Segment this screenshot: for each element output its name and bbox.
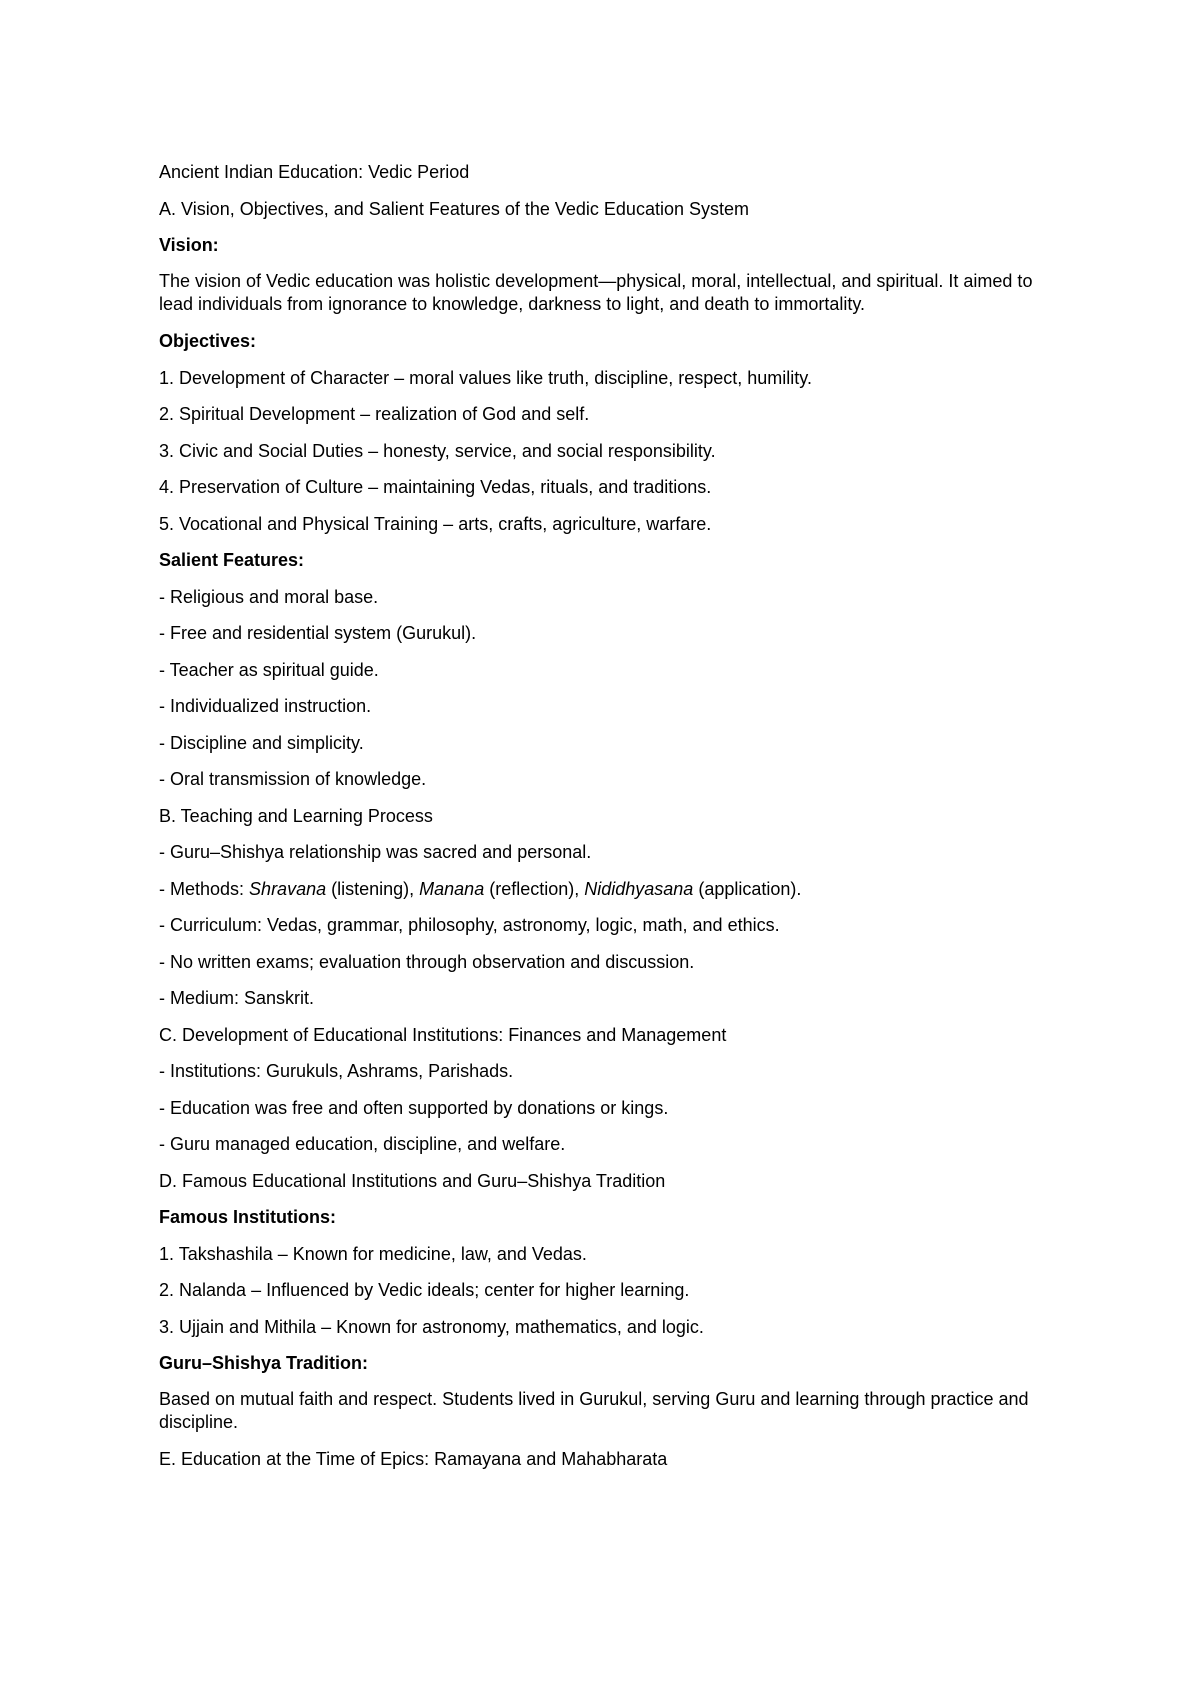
method-gloss: (application). [693,878,802,899]
method-term-shravana: Shravana [249,878,327,899]
vision-text: The vision of Vedic education was holistic development—physical, moral, intellectual, and spiritual. It aimed to lead individuals from ignorance to knowledge, darkness to light, and death to immortality. [159,270,1033,314]
method-gloss: (listening), [326,878,420,899]
section-a-heading: A. Vision, Objectives, and Salient Features of the Vedic Education System [159,198,749,219]
feature-item: - Teacher as spiritual guide. [159,659,379,680]
method-term-nididhyasana: Nididhyasana [584,878,694,899]
institution-item: 2. Nalanda – Influenced by Vedic ideals; center for higher learning. [159,1280,690,1300]
institution-management-item: - Education was free and often supported by donations or kings. [159,1097,669,1118]
methods-prefix: - Methods: [159,878,250,899]
institution-management-item: - Institutions: Gurukuls, Ashrams, Parishads. [159,1061,514,1081]
feature-item: - Discipline and simplicity. [159,732,364,753]
teaching-item: - Curriculum: Vedas, grammar, philosophy, astronomy, logic, math, and ethics. [159,915,780,935]
objective-item: 4. Preservation of Culture – maintaining Vedas, rituals, and traditions. [159,477,712,497]
method-term-manana: Manana [419,878,485,899]
document-body [159,160,1059,1484]
section-b-heading: B. Teaching and Learning Process [159,805,433,826]
institution-item: 1. Takshashila – Known for medicine, law, and Vedas. [159,1243,587,1264]
section-e-heading: E. Education at the Time of Epics: Ramayana and Mahabharata [159,1449,668,1469]
objective-item: 3. Civic and Social Duties – honesty, service, and social responsibility. [159,440,716,461]
feature-item: - Free and residential system (Gurukul). [159,623,477,643]
objective-item: 5. Vocational and Physical Training – arts, crafts, agriculture, warfare. [159,513,712,534]
objective-item: 1. Development of Character – moral values like truth, discipline, respect, humility. [159,367,812,388]
teaching-item: - Medium: Sanskrit. [159,988,315,1008]
vision-label: Vision: [159,235,219,255]
institutions-label: Famous Institutions: [159,1207,336,1227]
document-title: Ancient Indian Education: Vedic Period [159,162,470,182]
feature-item: - Religious and moral base. [159,586,379,607]
methods-item [159,877,1059,901]
objectives-label: Objectives: [159,331,257,351]
features-label: Salient Features: [159,550,305,570]
section-c-heading: C. Development of Educational Institutions: Finances and Management [159,1024,727,1045]
teaching-item: - No written exams; evaluation through observation and discussion. [159,951,695,972]
method-gloss: (reflection), [484,878,585,899]
feature-item: - Oral transmission of knowledge. [159,769,427,789]
objective-item: 2. Spiritual Development – realization of God and self. [159,404,590,424]
institution-management-item: - Guru managed education, discipline, and welfare. [159,1134,566,1154]
section-d-heading: D. Famous Educational Institutions and Guru–Shishya Tradition [159,1170,666,1191]
tradition-text: Based on mutual faith and respect. Students lived in Gurukul, serving Guru and learning through practice and discipline. [159,1388,1029,1432]
institution-item: 3. Ujjain and Mithila – Known for astronomy, mathematics, and logic. [159,1316,704,1337]
tradition-label: Guru–Shishya Tradition: [159,1353,369,1373]
feature-item: - Individualized instruction. [159,696,372,716]
teaching-item: - Guru–Shishya relationship was sacred and personal. [159,842,592,862]
